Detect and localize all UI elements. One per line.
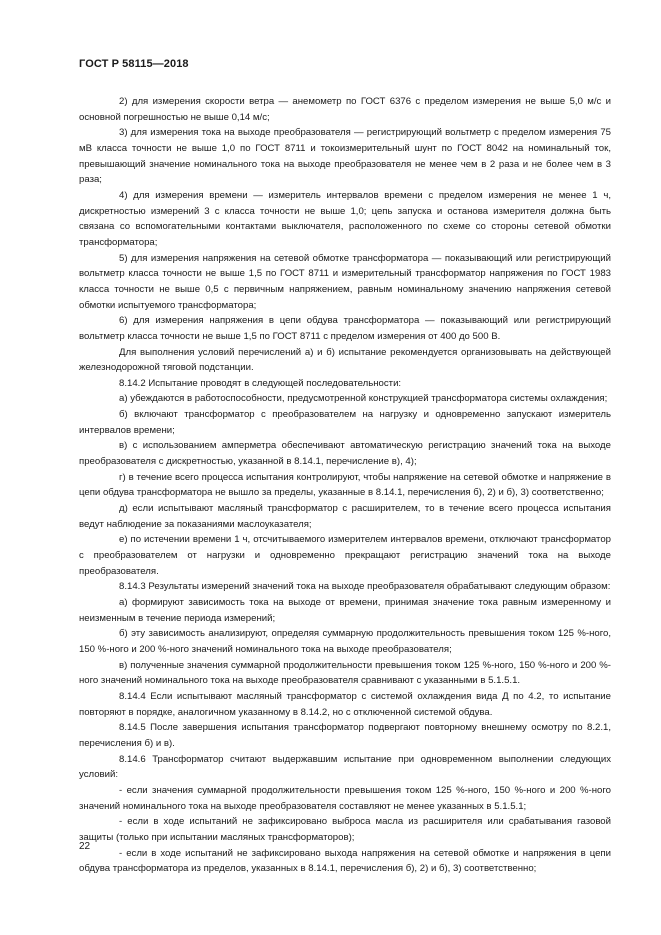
list-item: - если в ходе испытаний не зафиксировано выброса масла из расширителя или срабатывания газовой защиты (только при испытании масляных трансформаторов); [79, 816, 611, 843]
paragraph: б) включают трансформатор с преобразователем на нагрузку и одновременно запускают измеритель интервалов времени; [79, 409, 611, 436]
paragraph: в) с использованием амперметра обеспечивают автоматическую регистрацию значений тока на выходе преобразователя с дискретностью, указанной в 8.14.1, перечисление в), 4); [79, 440, 611, 468]
list-item: - если в ходе испытаний не зафиксировано выхода напряжения на сетевой обмотке и напряжения в цепи обдува трансформатора из пределов, указанных в 8.14.1, перечисления б), 2) и б), 3) соответственно; [79, 847, 611, 875]
paragraph: 5) для измерения напряжения на сетевой обмотке трансформатора — показывающий или регистрирующий вольтметр класса точности не выше 1,5 по ГОСТ 8711 и измерительный трансформатор напряжения по ГОСТ 1983 класса точности не выше 0,5 с первичным напряжением, равным номинальному значению напряжения сетевой обмотки испытуемого трансформатора; [79, 252, 611, 311]
page-body [79, 94, 611, 877]
paragraph: г) в течение всего процесса испытания контролируют, чтобы напряжение на сетевой обмотке и напряжение в цепи обдува трансформатора не вышло за пределы, указанные в 8.14.1, перечисления б), 2) и б), 3) соответственно; [79, 471, 611, 499]
paragraph: е) по истечении времени 1 ч, отсчитываемого измерителем интервалов времени, отключают трансформатор с преобразователем от нагрузки и одновременно прекращают регистрацию значений тока на выходе преобразователя. [79, 534, 611, 577]
section-8-14-4: 8.14.4 Если испытывают масляный трансформатор с системой охлаждения вида Д по 4.2, то испытание повторяют в порядке, аналогичном указанному в 8.14.2, но с отключенной системой обдува. [79, 690, 611, 718]
paragraph: а) убеждаются в работоспособности, предусмотренной конструкцией трансформатора системы охлаждения; [119, 393, 608, 405]
standard-designation: ГОСТ Р 58115—2018 [79, 58, 189, 70]
list-item: - если значения суммарной продолжительности превышения током 125 %-ного, 150 %-ного и 200 %-ного значений номинального тока на выходе преобразователя составляют не менее указанных в 5.1.5.1; [79, 784, 611, 812]
paragraph: 2) для измерения скорости ветра — анемометр по ГОСТ 6376 с пределом измерения не выше 5,0 м/с и основной погрешностью не выше 0,14 м/с; [79, 96, 611, 123]
section-8-14-5: 8.14.5 После завершения испытания трансформатор подвергают повторному внешнему осмотру по 8.2.1, перечисления б) и в). [79, 722, 611, 749]
paragraph: б) эту зависимость анализируют, определяя суммарную продолжительность превышения током 125 %-ного, 150 %-ного и 200 %-ного значений номинального тока на выходе преобразователя; [79, 628, 611, 655]
paragraph: Для выполнения условий перечислений а) и б) испытание рекомендуется организовывать на действующей железнодорожной тяговой подстанции. [79, 346, 611, 374]
paragraph: 3) для измерения тока на выходе преобразователя — регистрирующий вольтметр с пределом измерения 75 мВ класса точности не выше 1,0 по ГОСТ 8711 и токоизмерительный шунт по ГОСТ 8042 на номинальный ток, превышающий значение номинального тока на выходе преобразователя не менее чем в 2 раза и не более чем в 3 раза; [79, 127, 611, 186]
page-number: 22 [79, 841, 91, 852]
paragraph: в) полученные значения суммарной продолжительности превышения током 125 %-ного, 150 %-ного и 200 %-ного значений номинального тока на выходе преобразователя сравнивают с указанными в 5.1.5.1. [79, 659, 611, 687]
section-heading-8-14-2: 8.14.2 Испытание проводят в следующей последовательности: [119, 377, 402, 389]
section-heading-8-14-3: 8.14.3 Результаты измерений значений тока на выходе преобразователя обрабатывают следующим образом: [119, 581, 611, 593]
paragraph: а) формируют зависимость тока на выходе от времени, принимая значение тока равным измеренному и неизменным в течение периода измерений; [79, 597, 611, 624]
paragraph: 4) для измерения времени — измеритель интервалов времени с пределом измерения не менее 1 ч, дискретностью измерений 3 с класса точности не выше 1,0; цепь запуска и останова измерителя должна быть связана со вспомогательными контактами выключателя, расположенного по схеме со стороны сетевой обмотки трансформатора; [79, 189, 611, 248]
paragraph: д) если испытывают масляный трансформатор с расширителем, то в течение всего процесса испытания ведут наблюдение за показаниями маслоуказателя; [79, 503, 611, 530]
section-heading-8-14-6: 8.14.6 Трансформатор считают выдержавшим испытание при одновременном выполнении следующих условий: [79, 753, 611, 781]
paragraph: 6) для измерения напряжения в цепи обдува трансформатора — показывающий или регистрирующий вольтметр класса точности не выше 1,5 по ГОСТ 8711 с пределом измерения от 400 до 500 В. [79, 315, 611, 342]
